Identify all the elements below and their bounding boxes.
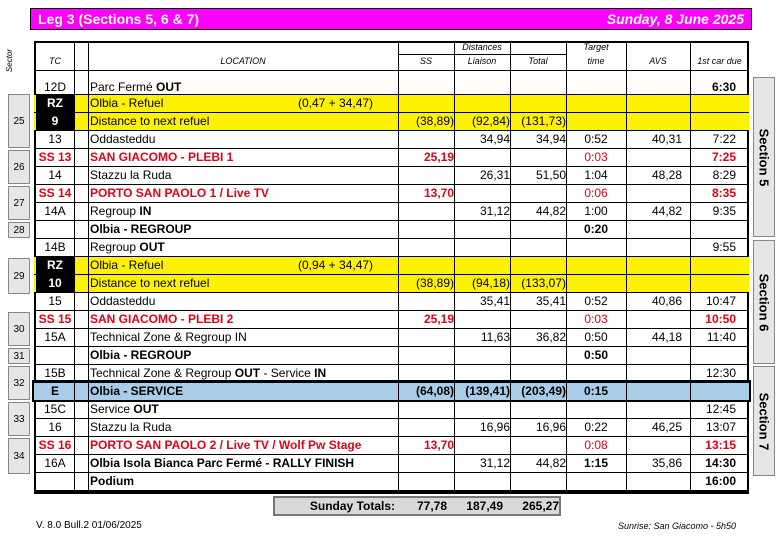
table-row	[34, 400, 749, 418]
tc-cell: 16	[48, 420, 62, 434]
leg-date: Sunday, 8 June 2025	[606, 11, 744, 27]
location-cell: Podium	[90, 474, 134, 488]
avs-cell	[626, 220, 682, 238]
first-car-cell: 6:30	[711, 80, 736, 94]
grid-hline	[34, 94, 749, 95]
ss-cell: 13,70	[423, 438, 454, 452]
grid-hline	[34, 436, 749, 437]
target-time-cell: 0:08	[584, 438, 608, 452]
tc-cell: 15C	[43, 402, 66, 416]
location-cell: Olbia - Refuel	[90, 96, 164, 110]
table-row	[34, 256, 749, 274]
ss-cell	[398, 256, 454, 274]
liaison-cell: 35,41	[479, 294, 510, 308]
ss-cell: 13,70	[423, 186, 454, 200]
tc-cell: SS 13	[38, 150, 72, 164]
table-row	[34, 94, 749, 112]
first-car-cell: 9:55	[712, 240, 736, 254]
ss-cell: (64,08)	[415, 384, 454, 398]
location-part: Technical Zone & Regroup	[90, 366, 232, 380]
avs-cell: 40,86	[651, 294, 682, 308]
sector-31: 31	[8, 348, 30, 364]
avs-cell	[626, 112, 682, 130]
table-row	[34, 238, 749, 256]
table-row	[34, 436, 749, 454]
tc-cell	[36, 472, 74, 490]
target-time-cell: 0:50	[584, 330, 608, 344]
ss-cell: (38,89)	[415, 276, 454, 290]
first-car-cell: 8:29	[712, 168, 736, 182]
grid-hline	[34, 220, 749, 221]
tc-cell: SS 16	[38, 438, 72, 452]
target-time-cell	[566, 472, 626, 490]
total-cell: 51,50	[535, 168, 566, 182]
location-part: OUT	[156, 80, 182, 94]
location-cell: SAN GIACOMO - PLEBI 1	[90, 150, 234, 164]
grid-hline	[34, 238, 749, 239]
total-cell	[510, 220, 566, 238]
table-row	[34, 274, 749, 292]
table-row	[34, 148, 749, 166]
first-car-cell	[690, 256, 736, 274]
location-cell: PORTO SAN PAOLO 2 / Live TV / Wolf Pw Stage	[90, 438, 362, 452]
totals-label: Sunday Totals:	[309, 499, 395, 513]
total-cell	[510, 346, 566, 364]
liaison-cell	[454, 94, 510, 112]
total-cell	[510, 184, 566, 202]
total-cell: (203,49)	[521, 384, 566, 398]
grid-hline	[34, 364, 749, 365]
col-first-car: 1st car due	[697, 56, 742, 66]
total-cell	[510, 238, 566, 256]
total-cell: (131,73)	[521, 114, 566, 128]
avs-cell	[626, 310, 682, 328]
first-car-cell: 7:25	[711, 150, 736, 164]
table-row	[34, 166, 749, 184]
first-car-cell: 10:47	[705, 294, 736, 308]
table-row	[34, 130, 749, 148]
grid-vline	[398, 41, 399, 493]
target-time-cell: 0:22	[584, 420, 608, 434]
target-time-cell: 1:04	[584, 168, 608, 182]
tc-cell: SS 15	[38, 312, 72, 326]
liaison-cell	[454, 364, 510, 382]
liaison-cell	[454, 400, 510, 418]
col-location: LOCATION	[220, 56, 266, 66]
first-car-cell: 11:40	[706, 330, 736, 344]
target-time-cell: 0:50	[583, 348, 609, 362]
tc-cell: 14B	[44, 240, 66, 254]
location-cell: Distance to next refuel	[90, 276, 210, 290]
tc-cell: RZ	[36, 256, 74, 274]
ss-cell	[398, 418, 454, 436]
first-car-cell	[690, 94, 736, 112]
grid-hline	[34, 70, 749, 71]
tc-cell: RZ	[36, 94, 74, 112]
grid-hline	[34, 310, 749, 311]
location-part: Regroup	[90, 240, 137, 254]
avs-cell	[626, 94, 682, 112]
location-cell: Olbia - SERVICE	[90, 384, 184, 398]
avs-cell: 35,86	[651, 456, 682, 470]
liaison-cell	[454, 256, 510, 274]
location-cell: Distance to next refuel	[90, 114, 210, 128]
location-cell: Oddasteddu	[90, 294, 156, 308]
grid-hline	[34, 256, 749, 257]
table-row	[34, 202, 749, 220]
grid-hline	[34, 202, 749, 203]
section-7: Section 7	[753, 366, 775, 476]
grid-hline	[34, 130, 749, 131]
ss-cell	[398, 238, 454, 256]
total-cell: 44,82	[535, 204, 566, 218]
avs-cell	[626, 148, 682, 166]
first-car-cell: 8:35	[711, 186, 736, 200]
col-liaison: Liaison	[467, 56, 497, 66]
avs-cell	[626, 382, 682, 400]
sector-29: 29	[8, 258, 30, 294]
grid-hline	[34, 166, 749, 167]
table-row	[34, 112, 749, 130]
col-tc: TC	[49, 56, 61, 66]
table-row	[34, 220, 749, 238]
location-cell: Oddasteddu	[90, 132, 156, 146]
grid-hline	[34, 400, 749, 401]
ss-cell	[398, 364, 454, 382]
location-cell: SAN GIACOMO - PLEBI 2	[90, 312, 234, 326]
avs-cell	[626, 184, 682, 202]
first-car-cell: 10:50	[705, 312, 736, 326]
col-ss: SS	[419, 56, 432, 66]
grid-hline	[34, 454, 749, 455]
liaison-cell: 31,12	[479, 204, 510, 218]
location-cell: Olbia - Refuel	[90, 258, 164, 272]
tc-cell: 15	[48, 294, 62, 308]
target-time-cell: 0:15	[583, 384, 609, 398]
sector-28: 28	[8, 222, 30, 238]
first-car-cell	[690, 112, 736, 130]
col-total: Total	[528, 56, 548, 66]
ss-cell	[398, 202, 454, 220]
sector-32: 32	[8, 366, 30, 400]
liaison-cell: (139,41)	[465, 384, 510, 398]
location-part: OUT	[234, 366, 261, 380]
grid-vline	[690, 41, 691, 493]
tc-cell: 9	[36, 112, 74, 130]
total-cell: 34,94	[535, 132, 566, 146]
grid-hline	[34, 346, 749, 347]
tc-cell: 16A	[44, 456, 66, 470]
location-cell	[90, 364, 326, 382]
version-note: V. 8.0 Bull.2 01/06/2025	[36, 520, 142, 531]
avs-cell	[626, 274, 682, 292]
first-car-cell	[690, 382, 736, 400]
liaison-cell: 34,94	[479, 132, 510, 146]
grid-vline	[88, 41, 89, 493]
location-part: IN	[139, 204, 152, 218]
total-cell: 35,41	[535, 294, 566, 308]
liaison-cell	[454, 184, 510, 202]
target-time-cell	[566, 238, 626, 256]
grid-hline	[34, 148, 749, 149]
col-distances: Distances	[462, 42, 502, 52]
location-cell	[90, 202, 151, 220]
target-time-cell	[566, 112, 626, 130]
table-row	[34, 328, 749, 346]
location-part: Parc Fermé	[90, 80, 153, 94]
total-cell	[510, 472, 566, 490]
first-car-cell: 12:45	[705, 402, 736, 416]
liaison-cell	[454, 472, 510, 490]
location-cell	[90, 238, 165, 256]
grid-hline	[34, 112, 749, 113]
first-car-cell	[690, 220, 736, 238]
avs-cell	[626, 400, 682, 418]
totals-liaison: 187,49	[466, 499, 503, 513]
table-row	[34, 454, 749, 472]
leg-header	[30, 8, 752, 30]
ss-cell	[398, 454, 454, 472]
grid-hline	[34, 472, 749, 473]
table-row	[34, 310, 749, 328]
grid-hline	[398, 54, 566, 55]
liaison-cell	[454, 220, 510, 238]
table-row	[34, 346, 749, 364]
target-time-cell: 0:06	[584, 186, 608, 200]
grid-vline	[74, 41, 75, 493]
target-time-cell: 0:20	[583, 222, 609, 236]
liaison-cell: 31,12	[479, 456, 510, 470]
avs-cell	[626, 436, 682, 454]
liaison-cell: 16,96	[479, 420, 510, 434]
avs-cell: 48,28	[651, 168, 682, 182]
section-6: Section 6	[753, 240, 775, 364]
location-cell	[90, 400, 159, 418]
sector-26: 26	[8, 150, 30, 184]
location-cell: Olbia Isola Bianca Parc Fermé - RALLY FINISH	[90, 456, 355, 470]
leg-title: Leg 3 (Sections 5, 6 & 7)	[38, 11, 200, 27]
first-car-cell: 7:22	[712, 132, 736, 146]
ss-cell: 25,19	[423, 312, 454, 326]
target-time-cell: 1:00	[584, 204, 608, 218]
tc-cell: 15B	[44, 366, 66, 380]
location-cell: PORTO SAN PAOLO 1 / Live TV	[90, 186, 269, 200]
total-cell	[510, 94, 566, 112]
avs-cell	[626, 472, 682, 490]
grid-vline	[454, 41, 455, 493]
grid-vline	[626, 41, 627, 493]
tc-cell	[36, 346, 74, 364]
table-bottom-rule	[34, 493, 749, 494]
col-target: Target	[583, 42, 609, 52]
total-cell	[510, 148, 566, 166]
location-cell: Technical Zone & Regroup IN	[90, 330, 247, 344]
avs-cell: 44,18	[651, 330, 682, 344]
first-car-cell: 9:35	[712, 204, 736, 218]
ss-cell	[398, 220, 454, 238]
avs-cell	[626, 346, 682, 364]
totals-total: 265,27	[522, 499, 559, 513]
table-row	[34, 364, 749, 382]
location-cell: Stazzu la Ruda	[90, 168, 172, 182]
total-cell: 16,96	[535, 420, 566, 434]
refuel-distance-note: (0,94 + 34,47)	[298, 258, 374, 272]
total-cell: 36,82	[535, 330, 566, 344]
sector-25: 25	[8, 94, 30, 148]
sector-column-label: Sector	[5, 48, 15, 73]
target-time-cell: 1:15	[583, 456, 609, 470]
avs-cell: 44,82	[651, 204, 682, 218]
table-row	[34, 292, 749, 310]
ss-cell: 25,19	[423, 150, 454, 164]
first-car-cell: 13:07	[705, 420, 736, 434]
col-time: time	[587, 56, 605, 66]
grid-hline	[34, 490, 749, 491]
first-car-cell: 12:30	[705, 366, 736, 380]
avs-cell	[626, 256, 682, 274]
location-part: IN	[314, 366, 327, 380]
tc-cell: 14A	[44, 204, 66, 218]
target-time-cell: 0:03	[584, 150, 608, 164]
liaison-cell: (94,18)	[471, 276, 510, 290]
location-cell: Stazzu la Ruda	[90, 420, 172, 434]
liaison-cell: (92,84)	[471, 114, 510, 128]
target-time-cell	[566, 94, 626, 112]
liaison-cell	[454, 310, 510, 328]
sector-33: 33	[8, 402, 30, 436]
target-time-cell	[566, 364, 626, 382]
total-cell	[510, 256, 566, 274]
liaison-cell	[454, 346, 510, 364]
liaison-cell	[454, 148, 510, 166]
table-row	[34, 184, 749, 202]
location-part: Service	[90, 402, 131, 416]
grid-vline	[510, 41, 511, 493]
sector-34: 34	[8, 438, 30, 474]
sector-27: 27	[8, 186, 30, 220]
table-row	[34, 382, 749, 400]
first-car-cell	[690, 274, 736, 292]
total-cell: (133,07)	[521, 276, 566, 290]
ss-cell	[398, 346, 454, 364]
total-cell: 44,82	[535, 456, 566, 470]
total-cell	[510, 400, 566, 418]
location-part: Regroup	[90, 204, 137, 218]
ss-cell	[398, 292, 454, 310]
total-cell	[510, 364, 566, 382]
tc-cell: 10	[36, 274, 74, 292]
liaison-cell	[454, 436, 510, 454]
tc-cell: 12D	[43, 80, 66, 94]
target-time-cell	[566, 256, 626, 274]
grid-hline	[34, 274, 749, 275]
sunday-totals	[273, 496, 561, 516]
total-cell	[510, 436, 566, 454]
target-time-cell	[566, 274, 626, 292]
total-cell	[510, 310, 566, 328]
grid-vline	[566, 41, 567, 493]
ss-cell	[398, 472, 454, 490]
target-time-cell: 0:03	[584, 312, 608, 326]
ss-cell	[398, 130, 454, 148]
target-time-cell: 0:52	[584, 132, 608, 146]
first-car-cell: 16:00	[705, 474, 736, 488]
target-time-cell	[566, 400, 626, 418]
first-car-cell	[690, 346, 736, 364]
sector-30: 30	[8, 312, 30, 346]
table-row	[34, 418, 749, 436]
tc-cell	[36, 220, 74, 238]
tc-cell: SS 14	[38, 186, 72, 200]
avs-cell	[626, 238, 682, 256]
liaison-cell	[454, 238, 510, 256]
tc-cell: E	[50, 384, 59, 398]
refuel-distance-note: (0,47 + 34,47)	[298, 96, 374, 110]
grid-hline	[34, 184, 749, 185]
tc-cell: 13	[48, 132, 62, 146]
avs-cell: 40,31	[651, 132, 682, 146]
liaison-cell: 11,63	[480, 330, 510, 344]
ss-cell: (38,89)	[415, 114, 454, 128]
ss-cell	[398, 400, 454, 418]
location-cell: Olbia - REGROUP	[90, 222, 192, 236]
section-5: Section 5	[753, 77, 775, 237]
grid-hline	[34, 418, 749, 419]
grid-hline	[34, 328, 749, 329]
first-car-cell: 13:15	[705, 438, 736, 452]
totals-ss: 77,78	[416, 499, 447, 513]
location-part: OUT	[139, 240, 165, 254]
avs-cell: 46,25	[651, 420, 682, 434]
ss-cell	[398, 94, 454, 112]
table-row	[34, 472, 749, 490]
location-part: OUT	[133, 402, 159, 416]
location-cell: Olbia - REGROUP	[90, 348, 192, 362]
sunrise-note: Sunrise: San Giacomo - 5h50	[618, 521, 737, 531]
ss-cell	[398, 166, 454, 184]
liaison-cell: 26,31	[479, 168, 510, 182]
first-car-cell: 14:30	[705, 456, 736, 470]
grid-hline	[34, 292, 749, 293]
avs-cell	[626, 364, 682, 382]
col-avs: AVS	[649, 56, 667, 66]
location-part: - Service	[263, 366, 311, 380]
grid-hline	[34, 382, 749, 383]
tc-cell: 15A	[44, 330, 66, 344]
ss-cell	[398, 328, 454, 346]
target-time-cell: 0:52	[584, 294, 608, 308]
tc-cell: 14	[48, 168, 62, 182]
